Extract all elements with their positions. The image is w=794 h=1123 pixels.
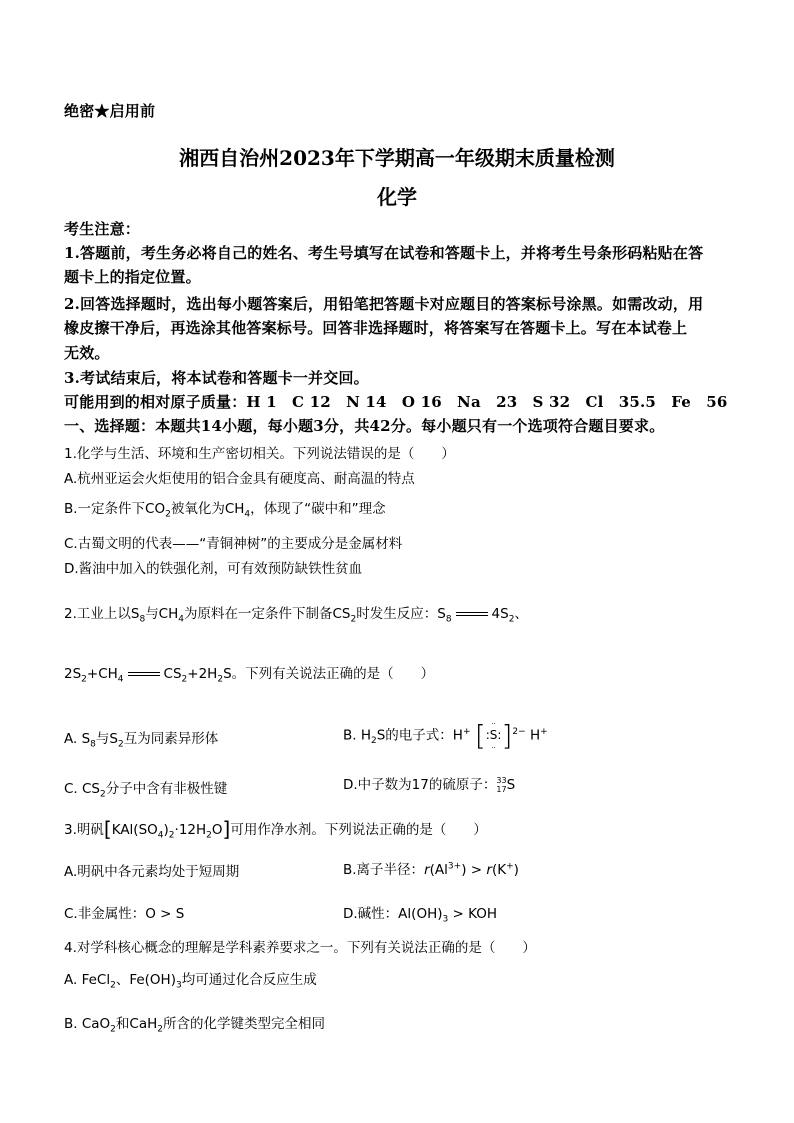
q1-option-d: D.酱油中加入的铁强化剂，可有效预防缺铁性贫血 xyxy=(64,561,363,577)
q1-option-b: B.一定条件下$CO_2$被氧化为$CH_4$，体现了“碳中和”理念 xyxy=(64,501,386,520)
q2-reaction-2: $2S_2+CH_4$ $CS_2+2H_2S$。下列有关说法正确的是（ ） xyxy=(64,666,435,685)
q2-option-d: D.中子数为17的硫原子：33 17S xyxy=(343,776,516,794)
q4-stem: 4.对学科核心概念的理解是学科素养要求之一。下列有关说法正确的是（ ） xyxy=(64,940,536,956)
q1-stem: 1.化学与生活、环境和生产密切相关。下列说法错误的是（ ） xyxy=(64,446,455,462)
q2-stem: 2.工业上以$S_8$与$CH_4$为原料在一定条件下制备$CS_2$时发生反应：$S_8$ $4S_2$、 xyxy=(64,606,528,625)
subject-title: 化学 xyxy=(377,185,417,209)
exam-title: 湘西自治州2023年下学期高一年级期末质量检测 xyxy=(179,146,615,170)
equilibrium-sign xyxy=(456,612,488,616)
q1-option-a: A.杭州亚运会火炬使用的铝合金具有硬度高、耐高温的特点 xyxy=(64,471,415,487)
q1-option-c: C.古蜀文明的代表——“青铜神树”的主要成分是金属材料 xyxy=(64,536,403,552)
q4-option-a: A. FeCl$_2$、$Fe(OH)_3$均可通过化合反应生成 xyxy=(64,972,317,991)
q2-option-c: C. $CS_2$分子中含有非极性键 xyxy=(64,781,228,800)
q3-option-c: C.非金属性：O > S xyxy=(64,906,185,922)
atomic-mass-line: 可能用到的相对原子质量：H 1 C 12 N 14 O 16 Na 23 S 32 Cl 35.5 Fe 56 xyxy=(64,393,728,411)
secret-label: 绝密★启用前 xyxy=(64,102,156,120)
notice-item-2b: 橡皮擦干净后，再选涂其他答案标号。回答非选择题时，将答案写在答题卡上。写在本试卷上 xyxy=(64,319,688,337)
bracket-right: ] xyxy=(501,719,513,752)
q3-option-d: D.碱性：$Al(OH)_3$ > KOH xyxy=(343,906,498,925)
notice-item-2a: 2.回答选择题时，选出每小题答案后，用铅笔把答题卡对应题目的答案标号涂黑。如需改动，用 xyxy=(64,295,704,313)
q2-option-b: B. $H_2S$的电子式：H+ [ ·· :S: ·· ]$^{2-}$ H+ xyxy=(343,719,548,752)
electron-dot-sulfur: ·· :S: ·· xyxy=(485,720,502,752)
notice-item-3: 3.考试结束后，将本试卷和答题卡一并交回。 xyxy=(64,369,369,387)
bracket-left: [ xyxy=(474,719,486,752)
q2-option-a: A. $S_8$与$S_2$互为同素异形体 xyxy=(64,731,219,750)
q3-option-b: B.离子半径：$r(Al^{3+}) > r(K^+)$ xyxy=(343,861,519,878)
notice-heading: 考生注意： xyxy=(64,220,141,238)
equilibrium-sign xyxy=(128,672,160,676)
q3-stem: 3.明矾$[KAl(SO_4)_2\cdot 12H_2O]$可用作净水剂。下列说法正确的是（ ） xyxy=(64,817,487,841)
q3-option-a: A.明矾中各元素均处于短周期 xyxy=(64,864,240,880)
section-1-heading: 一、选择题：本题共14小题，每小题3分，共42分。每小题只有一个选项符合题目要求。 xyxy=(64,417,665,435)
notice-item-2c: 无效。 xyxy=(64,344,110,362)
notice-item-1b: 题卡上的指定位置。 xyxy=(64,268,201,286)
notice-item-1a: 1.答题前，考生务必将自己的姓名、考生号填写在试卷和答题卡上，并将考生号条形码粘贴在答 xyxy=(64,244,704,262)
q4-option-b: B. CaO$_2$和CaH$_2$所含的化学键类型完全相同 xyxy=(64,1016,325,1035)
